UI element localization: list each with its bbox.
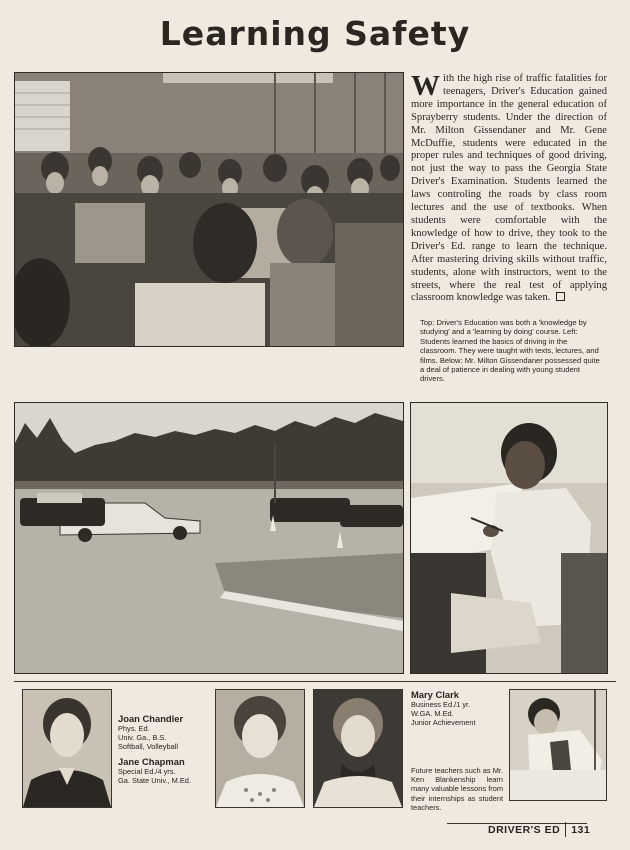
body-text bbox=[411, 70, 607, 305]
footer-separator bbox=[565, 822, 566, 837]
faculty-detail: Business Ed./1 yr. bbox=[411, 700, 471, 709]
instructor-photo-image bbox=[411, 403, 607, 673]
faculty-name: Joan Chandler bbox=[118, 713, 184, 724]
faculty-detail: Ga. State Univ., M.Ed. bbox=[118, 776, 191, 785]
portrait-image bbox=[314, 690, 402, 807]
end-mark-icon bbox=[556, 292, 565, 301]
drop-cap: W bbox=[411, 70, 440, 102]
body-paragraph: ith the high rise of traffic fatalities for teenagers, Driver's Education gained more importance in the general education of Sprayberry students. Under the direction of Mr. Milton Gissendaner and Mr. Gene McDuffie, students were educated in the proper rules and techniques of good driving, not just the way to pass the Georgia State Driver's Examination. Students learned the laws controling the roads by class room lectures and the use of textbooks. When students were comfortable with the knowledge of how to drive, they took to the Driver's Ed. range to learn the technique. After mastering driving skills without traffic, students, alone with instructors, went to the streets, where the real test of applying classroom knowledge was taken. bbox=[411, 73, 607, 304]
driving-range-photo bbox=[14, 402, 404, 674]
page-number: 131 bbox=[571, 824, 591, 836]
faculty-detail: Special Ed./4 yrs. bbox=[118, 767, 176, 776]
page-footer bbox=[488, 822, 590, 837]
student-teacher-image bbox=[510, 690, 606, 800]
faculty-entry-clark bbox=[411, 689, 476, 727]
faculty-name: Jane Chapman bbox=[118, 756, 185, 767]
section-divider bbox=[14, 681, 616, 682]
portrait-mary-clark bbox=[313, 689, 403, 808]
faculty-detail: Softball, Volleyball bbox=[118, 742, 178, 751]
classroom-photo-image bbox=[15, 73, 403, 346]
faculty-entry-chapman bbox=[118, 756, 191, 785]
faculty-name: Mary Clark bbox=[411, 689, 459, 700]
portrait-image bbox=[23, 690, 111, 807]
faculty-detail: W.GA. M.Ed. bbox=[411, 709, 454, 718]
photo-caption: Top: Driver's Education was both a 'knowledge by studying' and a 'learning by doing' course. Left: Students learned the basics of driving in the classroom. They were taught with texts, lectures, and films. Below: Mr. Milton Gissendaner possessed quite a deal of patience in dealing with young student drivers. bbox=[420, 318, 600, 384]
portrait-joan-chandler bbox=[22, 689, 112, 808]
footer-section: DRIVER'S ED bbox=[488, 824, 561, 836]
page-title: Learning Safety bbox=[159, 14, 471, 53]
instructor-photo bbox=[410, 402, 608, 674]
faculty-entry-chandler bbox=[118, 713, 183, 751]
student-teacher-caption: Future teachers such as Mr. Ken Blankenship learn many valuable lessons from their internships as student teachers. bbox=[411, 766, 503, 812]
student-teacher-photo bbox=[509, 689, 607, 801]
faculty-detail: Phys. Ed. bbox=[118, 724, 150, 733]
driving-range-photo-image bbox=[15, 403, 403, 673]
portrait-jane-chapman bbox=[215, 689, 305, 808]
faculty-detail: Junior Achievement bbox=[411, 718, 476, 727]
portrait-image bbox=[216, 690, 304, 807]
classroom-photo bbox=[14, 72, 404, 347]
faculty-detail: Univ. Ga., B.S. bbox=[118, 733, 167, 742]
